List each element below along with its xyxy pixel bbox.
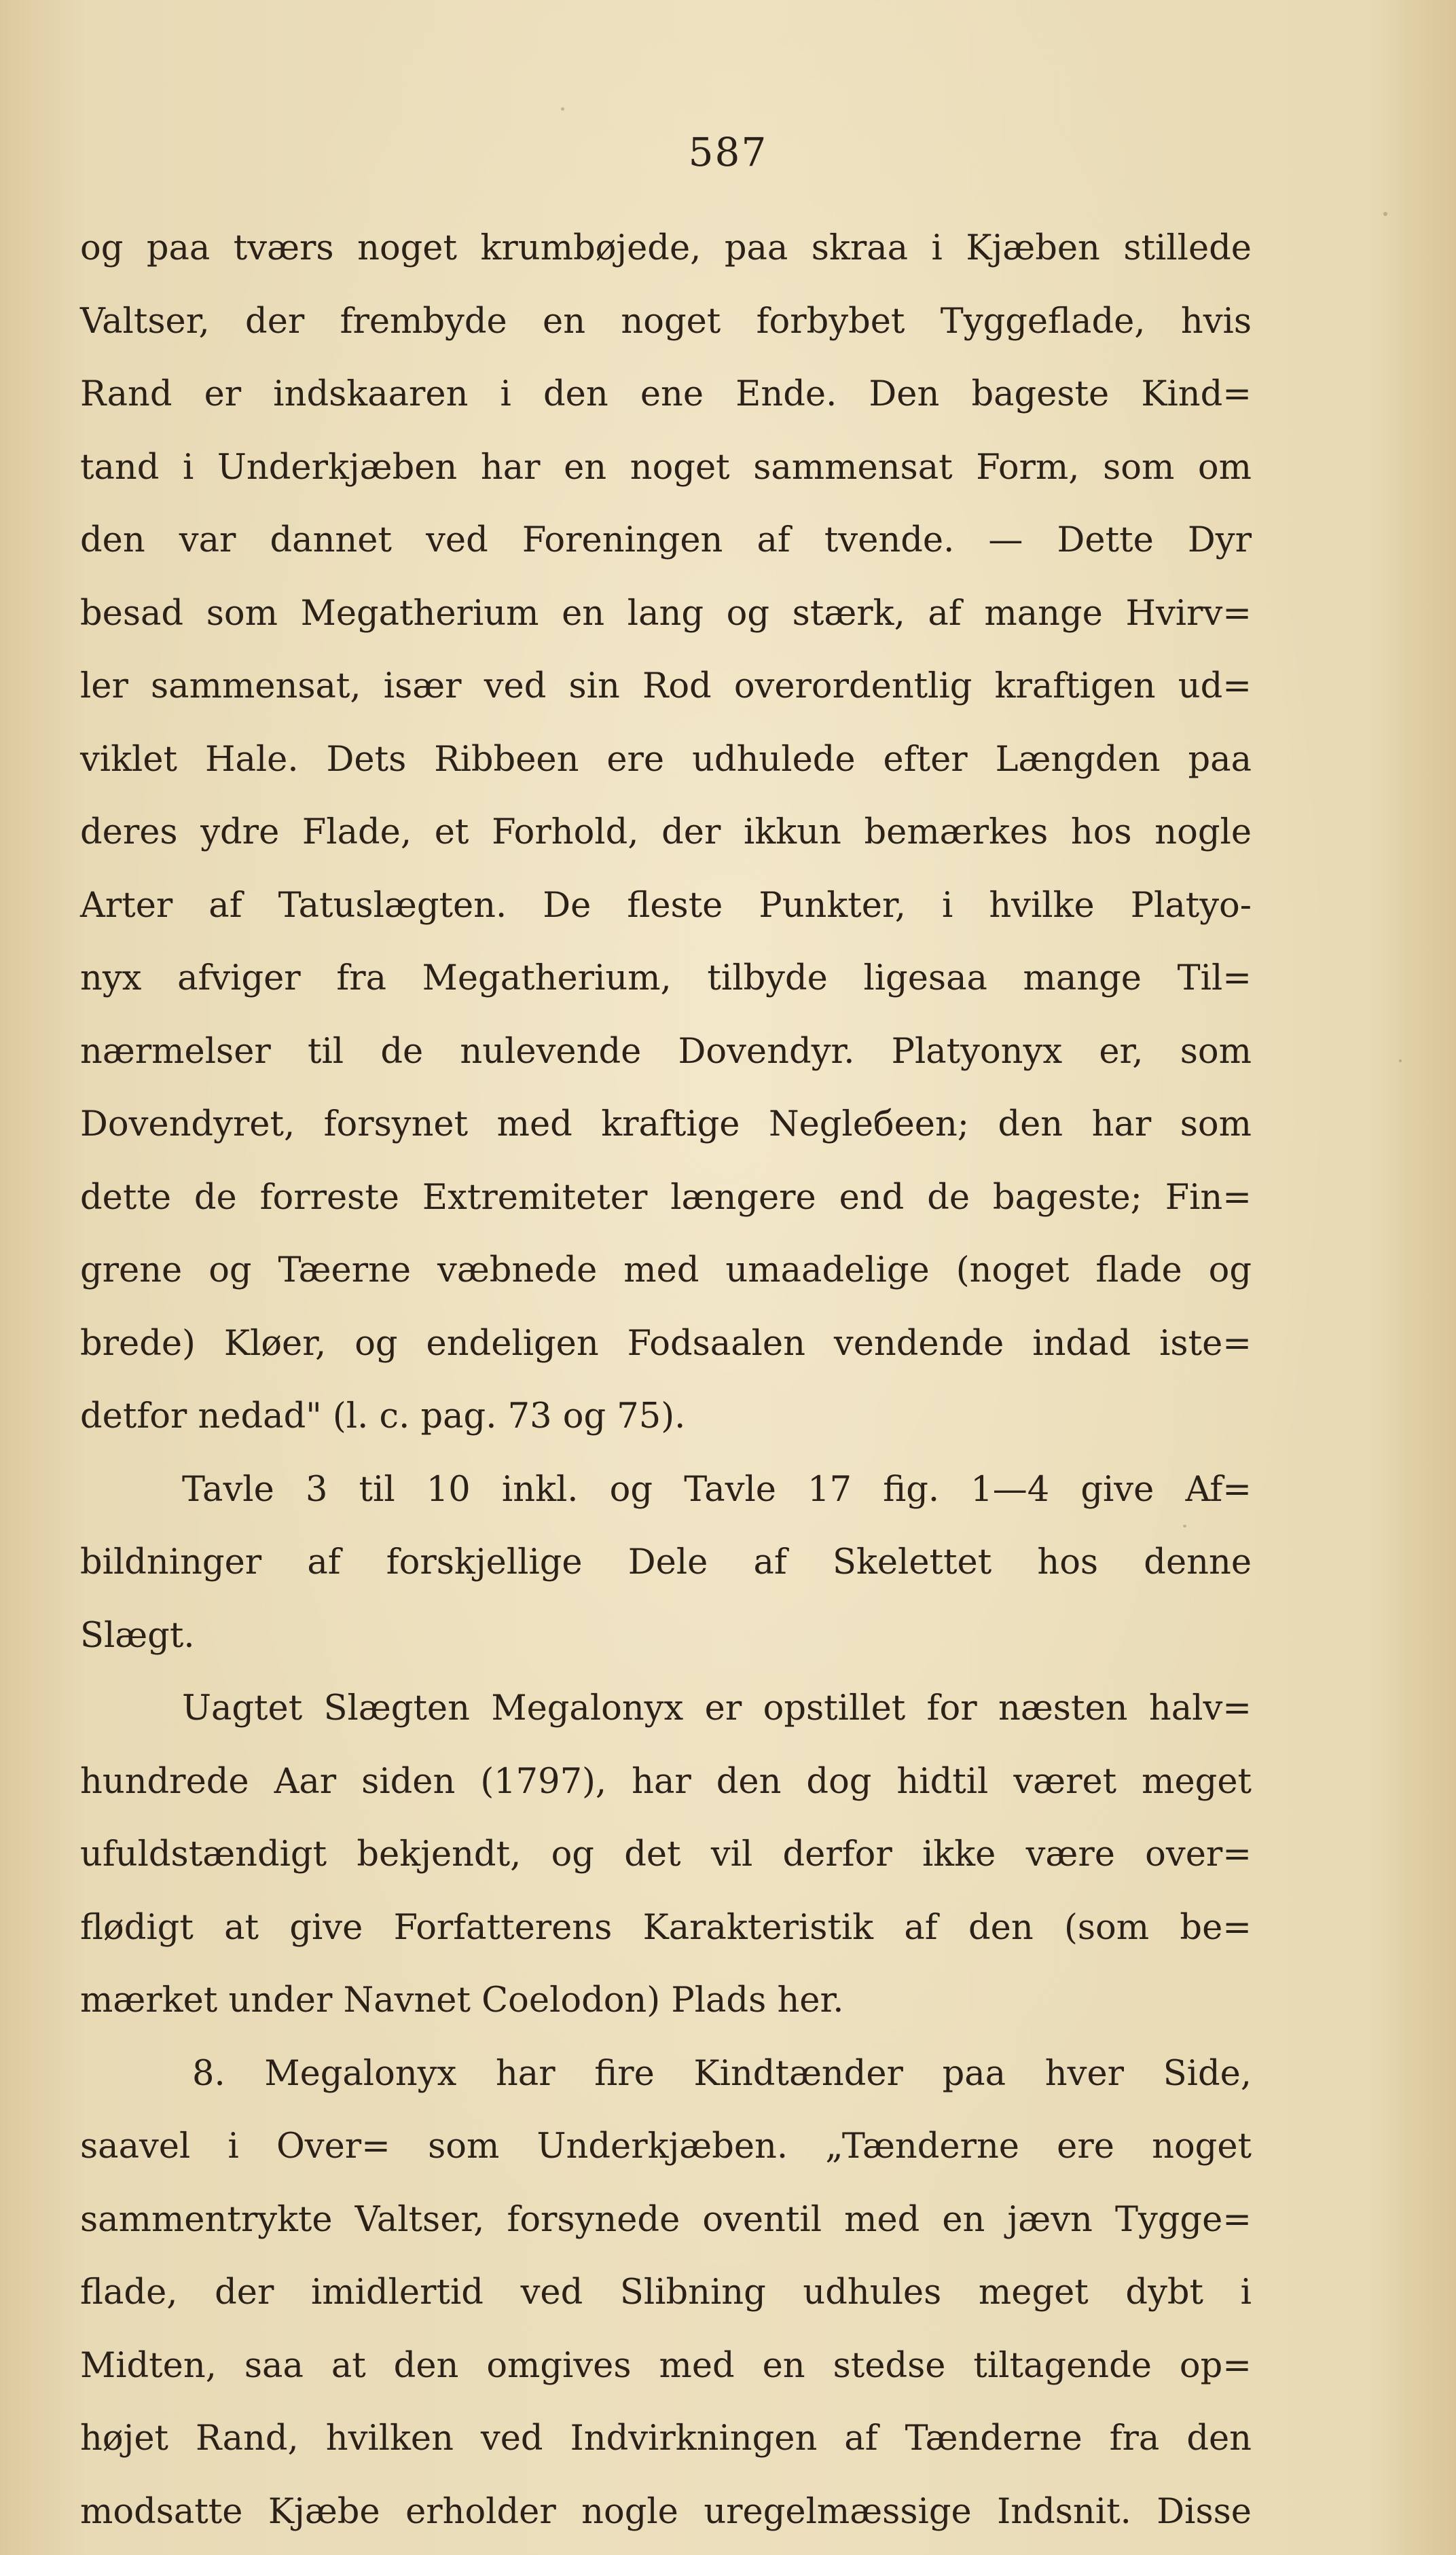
text-line: tand i Underkjæben har en noget sammensat Form, som om: [80, 447, 1252, 488]
text-line: detfor nedad" (l. c. pag. 73 og 75).: [80, 1396, 686, 1436]
text-line: Valtser, der frembyde en noget forbybet Tyggeflade, hvis: [80, 301, 1252, 342]
text-line: flødigt at give Forfatterens Karakteristik af den (som be=: [80, 1907, 1252, 1948]
text-line: hundrede Aar siden (1797), har den dog hidtil været meget: [80, 1761, 1252, 1802]
text-line: Midten, saa at den omgives med en stedse tiltagende op=: [80, 2345, 1252, 2386]
page-number: 587: [688, 129, 768, 175]
page-body-text: [80, 212, 1252, 2548]
text-line: bildninger af forskjellige Dele af Skelettet hos denne: [80, 1542, 1252, 1582]
text-line: Rand er indskaaren i den ene Ende. Den bageste Kind=: [80, 374, 1252, 414]
text-line: Tavle 3 til 10 inkl. og Tavle 17 fig. 1—4 give Af=: [182, 1469, 1252, 1510]
text-line: mærket under Navnet Coelodon) Plads her.: [80, 1980, 844, 2021]
text-line: saavel i Over= som Underkjæben. „Tænderne ere noget: [80, 2126, 1252, 2167]
text-line: 8. Megalonyx har fire Kindtænder paa hver Side,: [192, 2053, 1252, 2094]
text-line: flade, der imidlertid ved Slibning udhules meget dybt i: [80, 2272, 1252, 2313]
text-line: besad som Megatherium en lang og stærk, af mange Hvirv=: [80, 593, 1252, 634]
text-line: viklet Hale. Dets Ribbeen ere udhulede efter Længden paa: [80, 739, 1252, 780]
text-line: grene og Tæerne væbnede med umaadelige (noget flade og: [80, 1250, 1252, 1290]
text-line: dette de forreste Extremiteter længere end de bageste; Fin=: [80, 1177, 1252, 1218]
text-line: Slægt.: [80, 1615, 195, 1656]
text-line: Arter af Tatuslægten. De fleste Punkter, i hvilke Platyo-: [80, 885, 1252, 926]
paper-speck: [561, 107, 564, 111]
text-line: brede) Kløer, og endeligen Fodsaalen vendende indad iste=: [80, 1323, 1252, 1364]
paper-speck: [1399, 1059, 1402, 1062]
text-line: ler sammensat, især ved sin Rod overordentlig kraftigen ud=: [80, 666, 1252, 706]
text-line: nyx afviger fra Megatherium, tilbyde ligesaa mange Til=: [80, 958, 1252, 998]
text-line: højet Rand, hvilken ved Indvirkningen af Tænderne fra den: [80, 2418, 1252, 2459]
text-line: sammentrykte Valtser, forsynede oventil med en jævn Tygge=: [80, 2199, 1252, 2240]
text-line: den var dannet ved Foreningen af tvende. — Dette Dyr: [80, 520, 1252, 560]
text-line: Uagtet Slægten Megalonyx er opstillet for næsten halv=: [182, 1688, 1252, 1728]
paper-speck: [1383, 212, 1387, 216]
text-line: Dovendyret, forsynet med kraftige Negleбeen; den har som: [80, 1104, 1252, 1144]
text-line: ufuldstændigt bekjendt, og det vil derfor ikke være over=: [80, 1834, 1252, 1874]
text-line: deres ydre Flade, et Forhold, der ikkun bemærkes hos nogle: [80, 812, 1252, 852]
text-line: og paa tværs noget krumbøjede, paa skraa i Kjæben stillede: [80, 228, 1252, 268]
text-line: nærmelser til de nulevende Dovendyr. Platyonyx er, som: [80, 1031, 1252, 1072]
text-line: modsatte Kjæbe erholder nogle uregelmæssige Indsnit. Disse: [80, 2491, 1252, 2532]
